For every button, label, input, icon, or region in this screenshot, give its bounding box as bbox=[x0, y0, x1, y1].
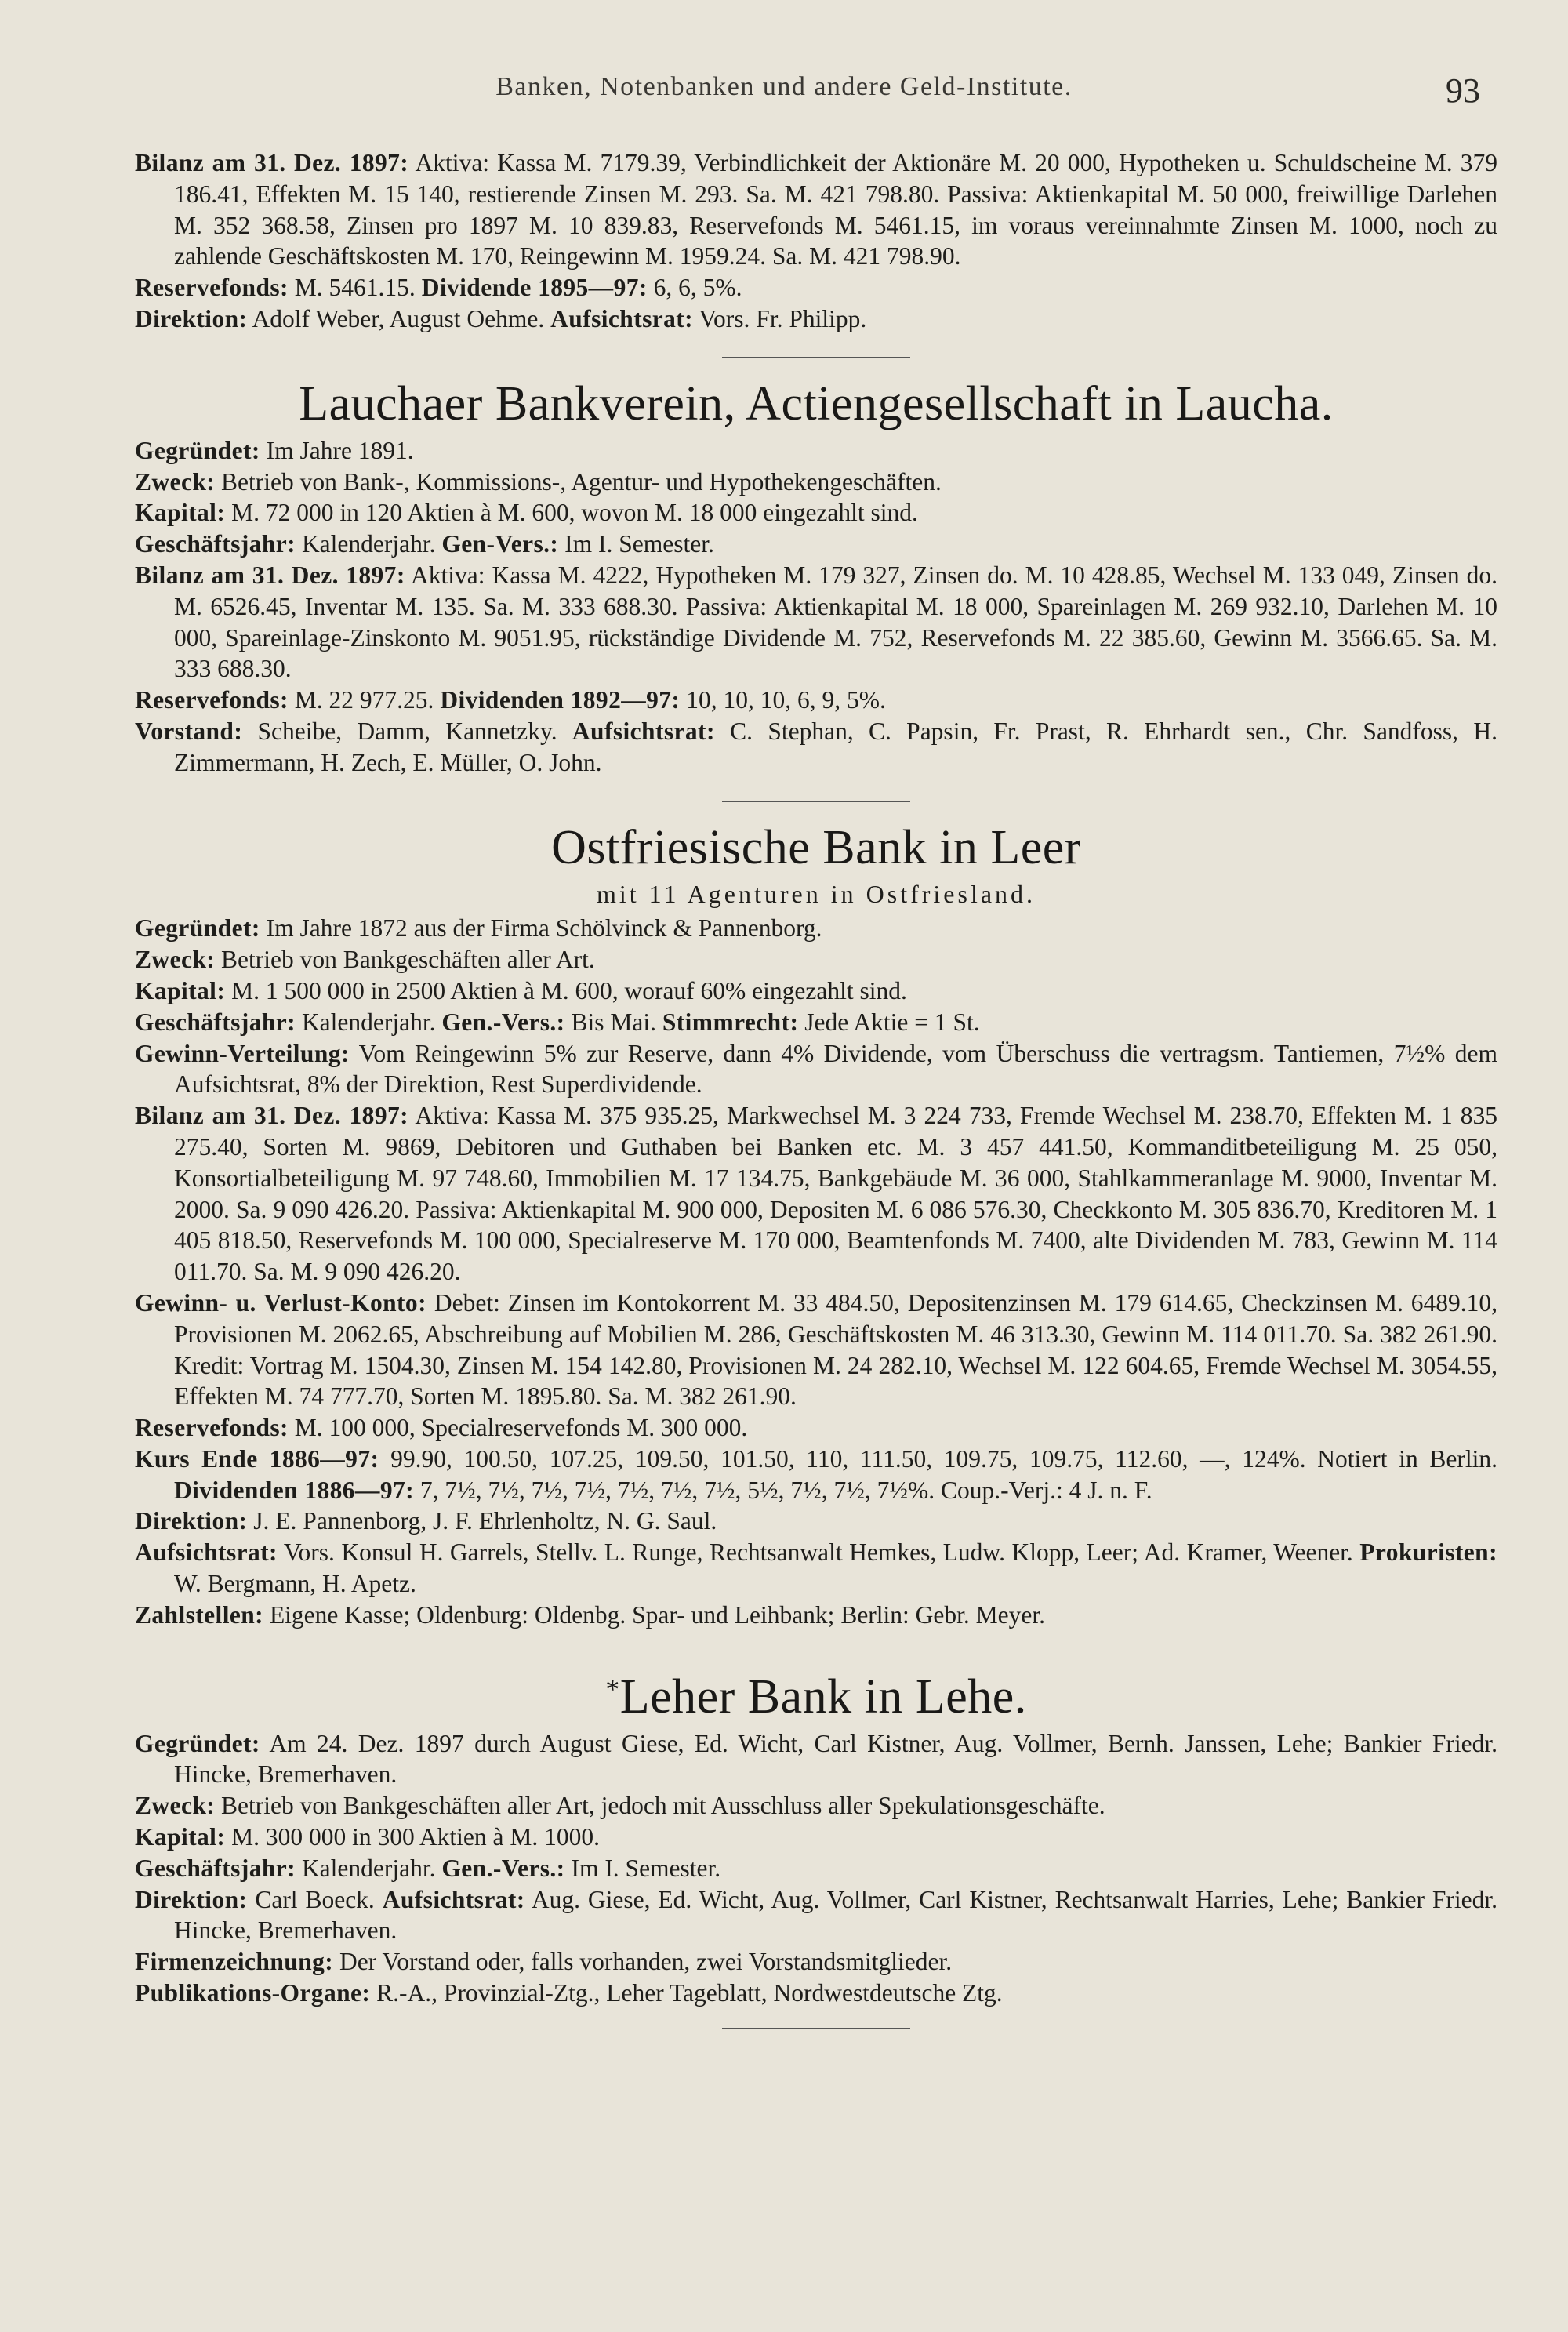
section-title: Lauchaer Bankverein, Actiengesellschaft in Laucha. bbox=[299, 376, 1334, 430]
entry-text: Im I. Semester. bbox=[564, 1854, 721, 1882]
entry-label: Dividenden 1892—97: bbox=[440, 686, 681, 714]
entry-label: Gewinn-Verteilung: bbox=[135, 1039, 350, 1067]
entry-text: Kalenderjahr. bbox=[296, 1854, 442, 1882]
entry-label: Stimmrecht: bbox=[662, 1008, 799, 1036]
kapital-entry bbox=[135, 497, 1497, 529]
reserve-dividenden-entry bbox=[135, 685, 1497, 716]
entry-text: Debet: Zinsen im Kontokorrent M. 33 484.50, Depositenzinsen M. 179 614.65, Checkzinsen M. 6489.10, Provisionen M. 2062.65, Abschreibung auf Mobilien M. 286, Geschäftskosten M. 46 313.30, Gewinn M. 114 011.70. Sa. 382 261.90. Kredit: Vortrag M. 1504.30, Zinsen M. 154 142.80, Provisionen M. 24 282.10, Wechsel M. 122 604.65, Fremde Wechsel M. 3054.55, Effekten M. 74 777.70, Sorten M. 1895.80. Sa. M. 382 261.90. bbox=[174, 1288, 1497, 1411]
entry-label: Firmenzeichnung: bbox=[135, 1948, 334, 1976]
section-title: Ostfriesische Bank in Leer bbox=[551, 820, 1081, 874]
section-divider bbox=[722, 357, 910, 358]
entry-text: Scheibe, Damm, Kannetzky. bbox=[242, 717, 572, 745]
kurs-entry bbox=[135, 1444, 1497, 1506]
entry-text: 7, 7½, 7½, 7½, 7½, 7½, 7½, 7½, 5½, 7½, 7½, 7½%. Coup.-Verj.: 4 J. n. F. bbox=[414, 1476, 1152, 1504]
entry-text: Betrieb von Bankgeschäften aller Art. bbox=[215, 946, 595, 974]
entry-label: Kapital: bbox=[135, 499, 226, 527]
entry-label: Gen-Vers.: bbox=[441, 530, 559, 558]
entry-label: Reservefonds: bbox=[135, 274, 289, 302]
entry-text: Aug. Giese, Ed. Wicht, Aug. Vollmer, Carl Kistner, Rechtsanwalt Harries, Lehe; Bankier Friedr. Hincke, Bremerhaven. bbox=[174, 1885, 1497, 1945]
section-divider bbox=[722, 2028, 910, 2029]
zweck-entry bbox=[135, 1790, 1497, 1822]
entry-text: Aktiva: Kassa M. 375 935.25, Markwechsel M. 3 224 733, Fremde Wechsel M. 238.70, Effekten M. 1 835 275.40, Sorten M. 9869, Debitoren und Guthaben bei Banken etc. M. 3 457 441.50, Kommanditbeteiligung M. 25 050, Konsortialbeteiligung M. 97 748.60, Immobilien M. 17 134.75, Bankgebäude M. 36 000, Stahlkammeranlage M. 9000, Inventar M. 2000. Sa. 9 090 426.20. Passiva: Aktienkapital M. 900 000, Depositen M. 6 086 576.30, Checkkonto M. 305 836.70, Kreditoren M. 1 405 818.50, Reservefonds M. 100 000, Specialreserve M. 170 000, Beamtenfonds M. 7400, alte Dividenden M. 783, Gewinn M. 114 011.70. Sa. M. 9 090 426.20. bbox=[174, 1102, 1498, 1286]
entry-label: Reservefonds: bbox=[135, 686, 289, 714]
bilanz-entry bbox=[135, 147, 1497, 272]
running-title: Banken, Notenbanken und andere Geld-Institute. bbox=[495, 72, 1073, 101]
entry-label: Kapital: bbox=[135, 976, 226, 1004]
zweck-entry bbox=[135, 467, 1497, 498]
bilanz-entry bbox=[135, 560, 1497, 685]
gegruendet-entry bbox=[135, 913, 1497, 944]
entry-text: M. 1 500 000 in 2500 Aktien à M. 600, worauf 60% eingezahlt sind. bbox=[225, 976, 907, 1004]
entry-label: Zweck: bbox=[135, 1792, 216, 1820]
entry-label: Aufsichtsrat: bbox=[550, 304, 694, 332]
entry-label: Geschäftsjahr: bbox=[135, 1854, 296, 1882]
entry-label: Publikations-Organe: bbox=[135, 1979, 371, 2007]
entry-text: Aktiva: Kassa M. 4222, Hypotheken M. 179 327, Zinsen do. M. 10 428.85, Wechsel M. 133 049, Zinsen do. M. 6526.45, Inventar M. 135. Sa. M. 333 688.30. Passiva: Aktienkapital M. 18 000, Spareinlagen M. 269 932.10, Darlehen M. 10 000, Spareinlage-Zinskonto M. 9051.95, rückständige Dividende M. 752, Reservefonds M. 22 385.60, Gewinn M. 3566.65. Sa. M. 333 688.30. bbox=[174, 561, 1498, 683]
entry-text: Betrieb von Bankgeschäften aller Art, jedoch mit Ausschluss aller Spekulationsgeschäfte. bbox=[215, 1792, 1105, 1820]
entry-label: Reservefonds: bbox=[135, 1414, 289, 1442]
page-content bbox=[135, 147, 1497, 2043]
direktion-entry bbox=[135, 303, 1497, 335]
entry-text: W. Bergmann, H. Apetz. bbox=[174, 1570, 416, 1598]
section-subtitle: mit 11 Agenturen in Ostfriesland. bbox=[596, 879, 1036, 908]
entry-label: Gegründet: bbox=[135, 914, 260, 943]
entry-text: Kalenderjahr. bbox=[296, 530, 442, 558]
entry-text: R.-A., Provinzial-Ztg., Leher Tageblatt, Nordwestdeutsche Ztg. bbox=[370, 1979, 1003, 2007]
entry-text: Im Jahre 1872 aus der Firma Schölvinck & Pannenborg. bbox=[260, 914, 822, 943]
entry-text: Im Jahre 1891. bbox=[260, 436, 414, 464]
entry-label: Bilanz am 31. Dez. 1897: bbox=[135, 1102, 409, 1130]
star-marker: * bbox=[605, 1673, 620, 1705]
gegruendet-entry bbox=[135, 1728, 1497, 1791]
publikation-entry bbox=[135, 1978, 1497, 2009]
entry-label: Direktion: bbox=[135, 1507, 248, 1535]
entry-text: Kalenderjahr. bbox=[296, 1008, 442, 1036]
direktion-entry bbox=[135, 1884, 1497, 1947]
page-header bbox=[0, 72, 1568, 116]
entry-text: Betrieb von Bank-, Kommissions-, Agentur- und Hypothekengeschäften. bbox=[215, 467, 942, 496]
entry-text: M. 5461.15. bbox=[288, 274, 422, 302]
entry-text: Jede Aktie = 1 St. bbox=[798, 1008, 980, 1036]
section-divider bbox=[722, 801, 910, 802]
intro-section bbox=[135, 147, 1497, 335]
entry-text: Im I. Semester. bbox=[558, 530, 714, 558]
guv-entry bbox=[135, 1288, 1497, 1412]
aufsichtsrat-entry bbox=[135, 1537, 1497, 1600]
zahlstellen-entry bbox=[135, 1600, 1497, 1631]
entry-text: M. 100 000, Specialreservefonds M. 300 000. bbox=[288, 1414, 748, 1442]
gegruendet-entry bbox=[135, 435, 1497, 467]
firmenzeichnung-entry bbox=[135, 1946, 1497, 1978]
entry-text: 99.90, 100.50, 107.25, 109.50, 101.50, 110, 111.50, 109.75, 109.75, 112.60, —, 124%. Notiert in Berlin. bbox=[379, 1444, 1498, 1473]
entry-text: 10, 10, 10, 6, 9, 5%. bbox=[680, 686, 886, 714]
entry-text: Vors. Fr. Philipp. bbox=[693, 304, 867, 332]
entry-label: Zahlstellen: bbox=[135, 1600, 264, 1629]
entry-label: Gegründet: bbox=[135, 436, 260, 464]
entry-label: Zweck: bbox=[135, 946, 216, 974]
entry-text: Vom Reingewinn 5% zur Reserve, dann 4% Dividende, vom Überschuss die vertragsm. Tantiemen, 7½% dem Aufsichtsrat, 8% der Direktion, Rest Superdividende. bbox=[174, 1039, 1497, 1099]
entry-label: Kurs Ende 1886—97: bbox=[135, 1444, 379, 1473]
section-title-text: Leher Bank in Lehe. bbox=[619, 1669, 1027, 1724]
entry-text: Der Vorstand oder, falls vorhanden, zwei Vorstandsmitglieder. bbox=[333, 1948, 953, 1976]
entry-label: Direktion: bbox=[135, 304, 248, 332]
entry-label: Aufsichtsrat: bbox=[382, 1885, 525, 1913]
reserve-dividende-entry bbox=[135, 272, 1497, 303]
vorstand-entry bbox=[135, 716, 1497, 779]
entry-label: Gewinn- u. Verlust-Konto: bbox=[135, 1288, 426, 1317]
entry-label: Gen.-Vers.: bbox=[441, 1854, 565, 1882]
entry-label: Gegründet: bbox=[135, 1729, 260, 1757]
entry-text: Bis Mai. bbox=[564, 1008, 662, 1036]
entry-label: Aufsichtsrat: bbox=[135, 1538, 278, 1567]
kapital-entry bbox=[135, 1822, 1497, 1853]
entry-label: Geschäftsjahr: bbox=[135, 530, 296, 558]
geschaeftsjahr-entry bbox=[135, 529, 1497, 560]
entry-text: Am 24. Dez. 1897 durch August Giese, Ed. Wicht, Carl Kistner, Aug. Vollmer, Bernh. Janssen, Lehe; Bankier Friedr. Hincke, Bremerhaven. bbox=[174, 1729, 1497, 1789]
entry-text: M. 22 977.25. bbox=[288, 686, 441, 714]
geschaeftsjahr-entry bbox=[135, 1853, 1497, 1884]
direktion-entry bbox=[135, 1506, 1497, 1537]
entry-text: Adolf Weber, August Oehme. bbox=[247, 304, 551, 332]
entry-label: Kapital: bbox=[135, 1823, 226, 1851]
entry-label: Bilanz am 31. Dez. 1897: bbox=[135, 561, 405, 589]
entry-label: Geschäftsjahr: bbox=[135, 1008, 296, 1036]
entry-text: Vors. Konsul H. Garrels, Stellv. L. Runge, Rechtsanwalt Hemkes, Ludw. Klopp, Leer; Ad. Kramer, Weener. bbox=[277, 1538, 1360, 1567]
entry-text: M. 300 000 in 300 Aktien à M. 1000. bbox=[225, 1823, 600, 1851]
kapital-entry bbox=[135, 975, 1497, 1007]
entry-label: Gen.-Vers.: bbox=[441, 1008, 565, 1036]
entry-text: Carl Boeck. bbox=[247, 1885, 383, 1913]
reserve-entry bbox=[135, 1412, 1497, 1444]
entry-text: J. E. Pannenborg, J. F. Ehrlenholtz, N. G. Saul. bbox=[247, 1507, 717, 1535]
entry-text: Eigene Kasse; Oldenburg: Oldenbg. Spar- und Leihbank; Berlin: Gebr. Meyer. bbox=[263, 1600, 1046, 1629]
bilanz-entry bbox=[135, 1100, 1497, 1288]
entry-label: Dividenden 1886—97: bbox=[174, 1476, 415, 1504]
geschaeftsjahr-entry bbox=[135, 1007, 1497, 1038]
entry-text: C. Stephan, C. Papsin, Fr. Prast, R. Ehrhardt sen., Chr. Sandfoss, H. Zimmermann, H. Zech, E. Müller, O. John. bbox=[174, 717, 1497, 776]
lauchaer-section bbox=[135, 372, 1497, 779]
section-title bbox=[135, 1658, 1497, 1728]
page-number: 93 bbox=[1446, 71, 1480, 110]
entry-label: Bilanz am 31. Dez. 1897: bbox=[135, 149, 409, 176]
entry-label: Vorstand: bbox=[135, 717, 243, 745]
entry-label: Prokuristen: bbox=[1359, 1538, 1497, 1567]
entry-label: Zweck: bbox=[135, 467, 216, 496]
gewinnverteilung-entry bbox=[135, 1038, 1497, 1101]
entry-label: Dividende 1895—97: bbox=[421, 274, 648, 302]
entry-label: Aufsichtsrat: bbox=[572, 717, 715, 745]
entry-text: Aktiva: Kassa M. 7179.39, Verbindlichkeit der Aktionäre M. 20 000, Hypotheken u. Schuldscheine M. 379 186.41, Effekten M. 15 140, restierende Zinsen M. 293. Sa. M. 421 798.80. Passiva: Aktienkapital M. 50 000, freiwillige Darlehen M. 352 368.58, Zinsen pro 1897 M. 10 839.83, Reservefonds M. 5461.15, im voraus vereinnahmte Zinsen M. 1000, noch zu zahlende Geschäftskosten M. 170, Reingewinn M. 1959.24. Sa. M. 421 798.90. bbox=[174, 149, 1498, 271]
leher-section bbox=[135, 1658, 1497, 2009]
zweck-entry bbox=[135, 944, 1497, 975]
entry-text: 6, 6, 5%. bbox=[647, 274, 742, 302]
entry-text: M. 72 000 in 120 Aktien à M. 600, wovon M. 18 000 eingezahlt sind. bbox=[225, 499, 918, 527]
entry-label: Direktion: bbox=[135, 1885, 248, 1913]
ostfriesische-section bbox=[135, 816, 1497, 1631]
